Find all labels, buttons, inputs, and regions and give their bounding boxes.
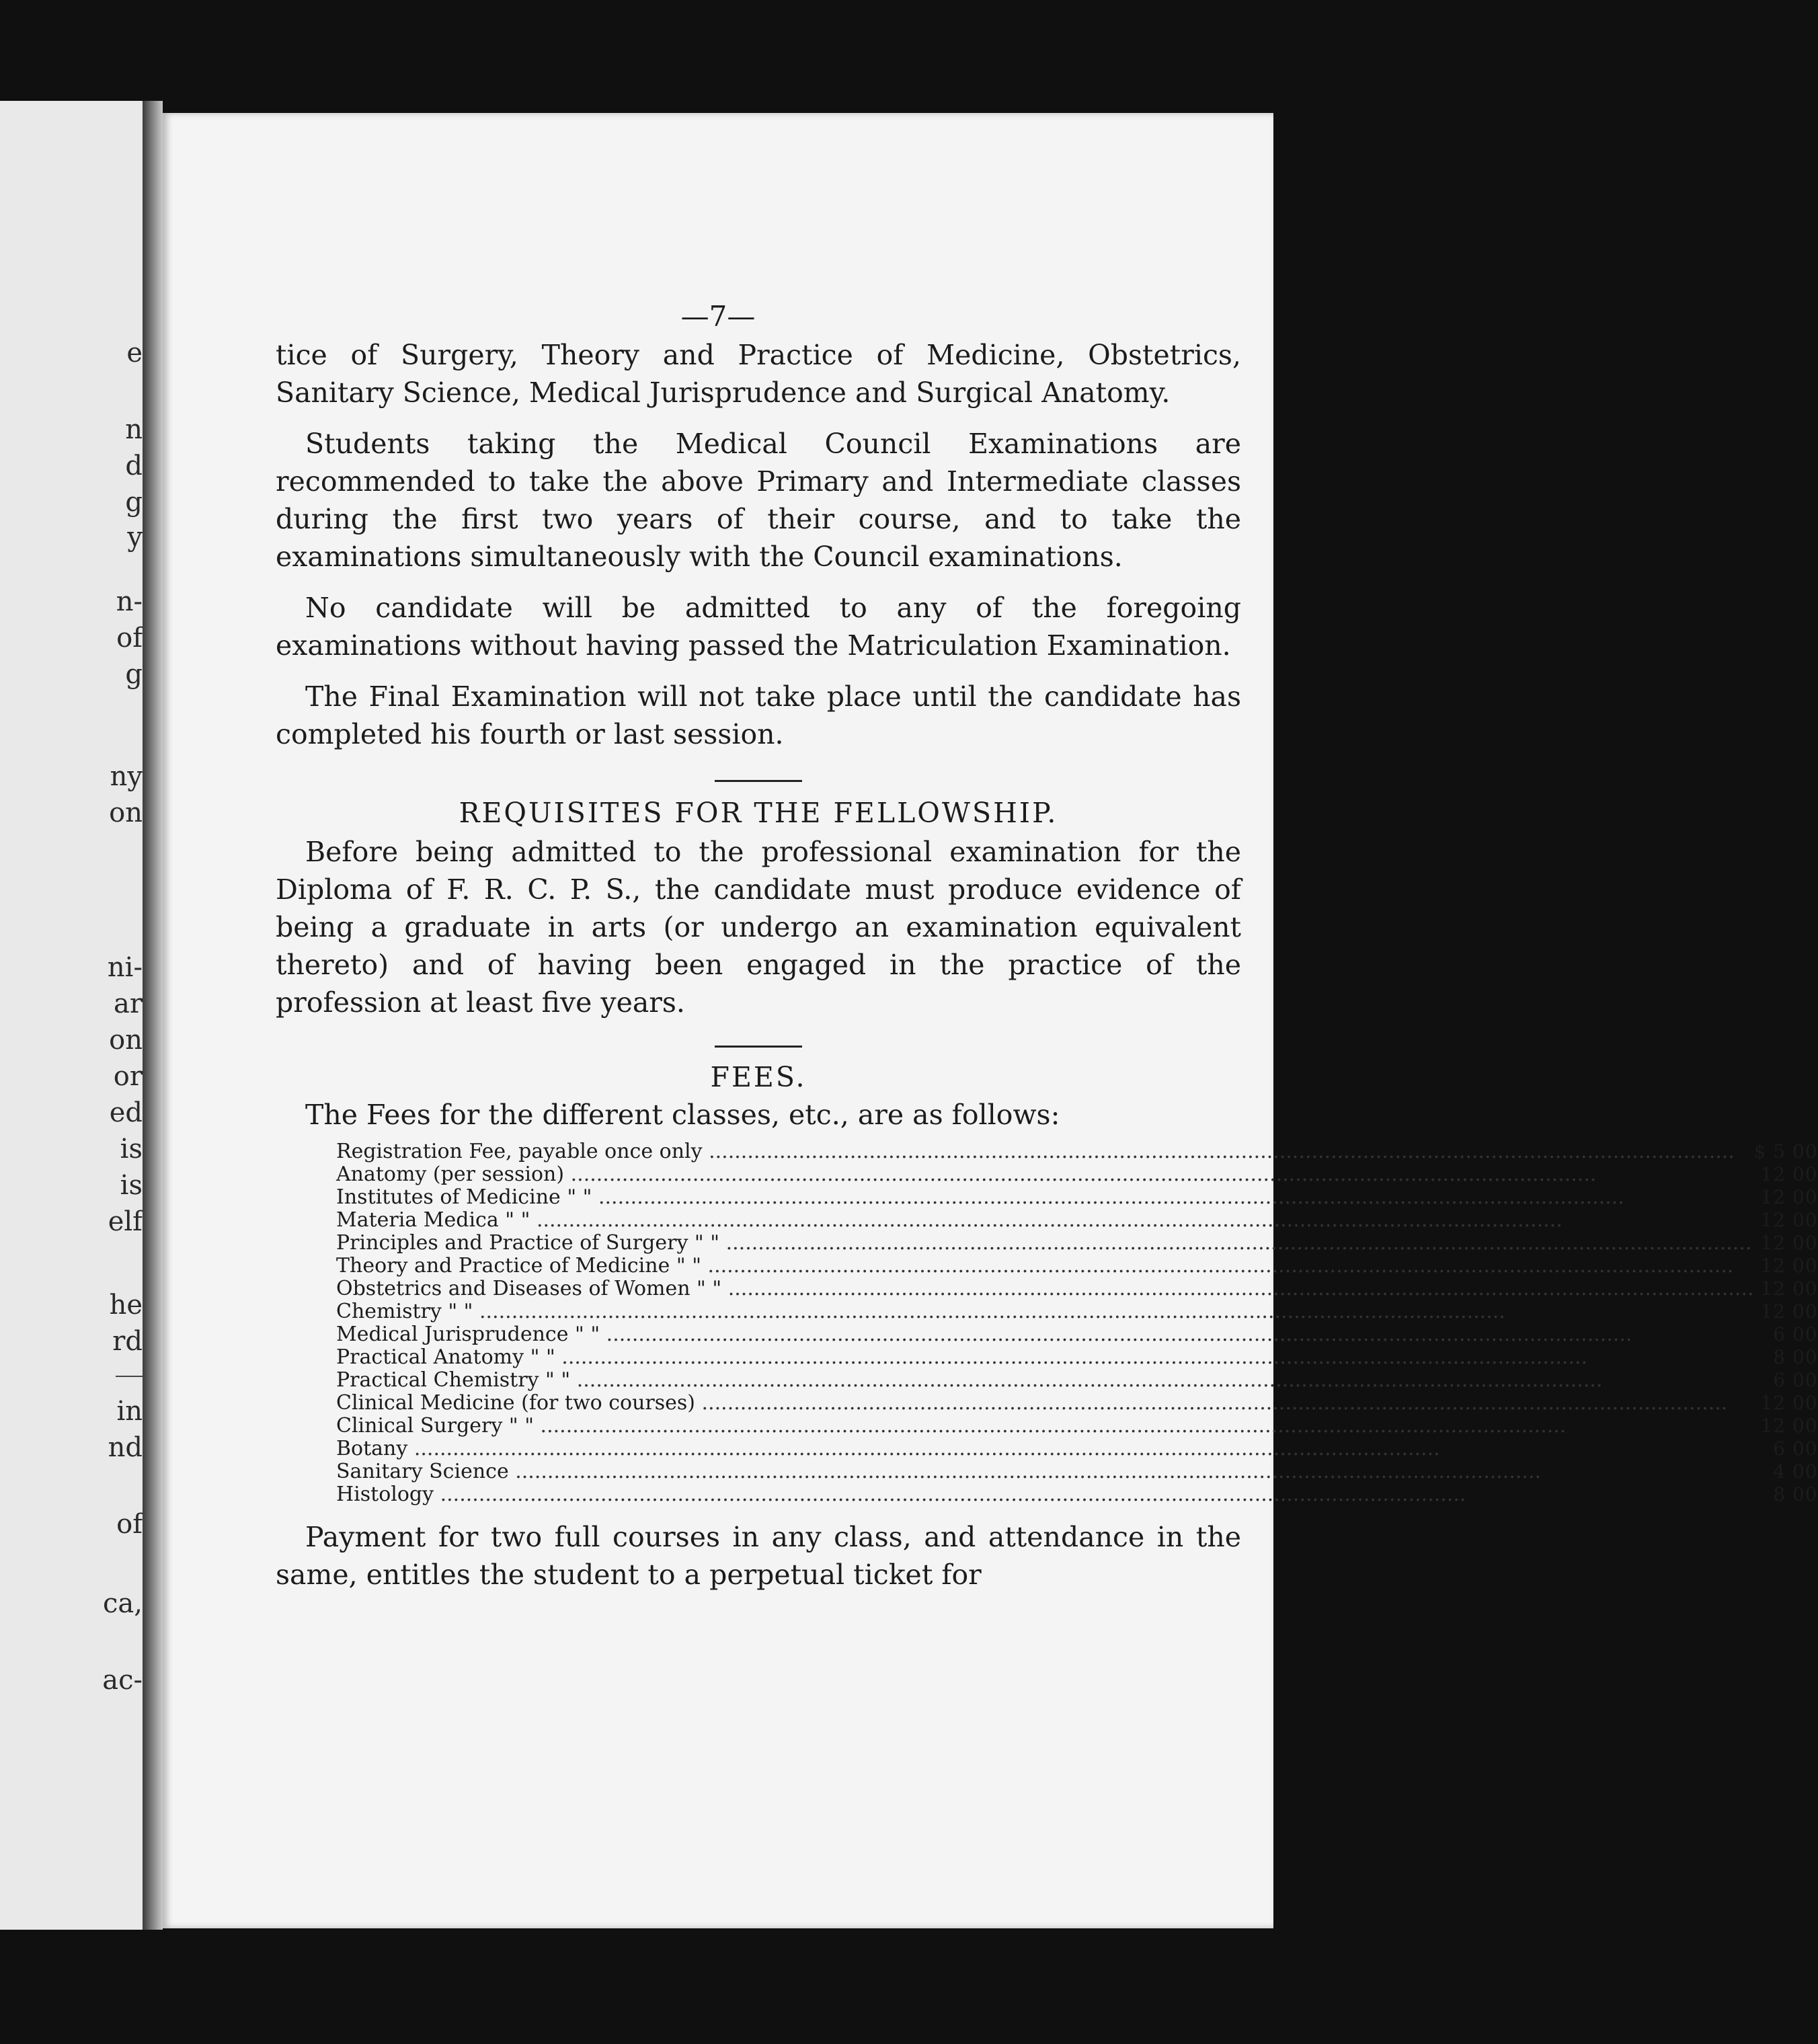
fees-closing: Payment for two full courses in any class, and attendance in the same, entitles the student to a perpetual ticket for xyxy=(276,1521,1241,1591)
fee-label: Histology ..... xyxy=(336,1483,1754,1506)
fee-row xyxy=(336,1323,1818,1346)
fee-amount: 12 00 xyxy=(1760,1163,1818,1185)
left-fragment: or xyxy=(113,1061,143,1092)
fee-amount: 12 00 xyxy=(1760,1232,1818,1254)
fee-row xyxy=(336,1209,1818,1232)
fee-row xyxy=(336,1460,1818,1483)
fee-label: Principles and Practice of Surgery " " ..... xyxy=(336,1232,1754,1255)
fee-row xyxy=(336,1255,1818,1278)
fee-amount: 12 00 xyxy=(1760,1278,1818,1300)
section-divider xyxy=(715,780,802,782)
fee-amount: 12 00 xyxy=(1760,1300,1818,1323)
fee-row xyxy=(336,1186,1818,1209)
left-fragment: he xyxy=(109,1290,143,1321)
fee-row xyxy=(336,1300,1818,1323)
fees-heading: FEES. xyxy=(710,1061,807,1093)
fee-label: Anatomy (per session) ..... xyxy=(336,1163,1754,1186)
left-fragment: n- xyxy=(116,586,143,617)
paragraph-council: Students taking the Medical Council Examinations are recommended to take the above Primary and Intermediate classes during the first two years of their course, and to take the examinations simultaneously with the Council examinations. xyxy=(276,428,1241,573)
paragraph-continuation: tice of Surgery, Theory and Practice of Medicine, Obstetrics, Sanitary Science, Medical Jurisprudence and Surgical Anatomy. xyxy=(276,339,1241,409)
left-fragment: ca, xyxy=(103,1588,143,1619)
fee-amount: 6 00 xyxy=(1773,1438,1818,1460)
fee-row xyxy=(336,1415,1818,1438)
main-text xyxy=(276,336,1818,1594)
fees-intro: The Fees for the different classes, etc., are as follows: xyxy=(305,1099,1060,1131)
left-fragment: g xyxy=(125,659,143,690)
left-fragment: ac- xyxy=(102,1665,143,1696)
section-divider xyxy=(715,1046,802,1048)
fellowship-heading: REQUISITES FOR THE FELLOWSHIP. xyxy=(459,797,1058,829)
left-fragment: ny xyxy=(110,761,143,792)
fee-row xyxy=(336,1438,1818,1460)
fee-label: Materia Medica " " ..... xyxy=(336,1209,1754,1232)
fee-amount: 12 00 xyxy=(1760,1392,1818,1414)
right-page xyxy=(163,113,1818,1928)
left-fragment: ar xyxy=(114,988,143,1019)
left-fragment: in xyxy=(116,1396,143,1427)
fee-label: Practical Chemistry " " ..... xyxy=(336,1369,1754,1392)
left-fragment: ni- xyxy=(107,952,143,983)
fellowship-paragraph: Before being admitted to the professional examination for the Diploma of F. R. C. P. S., the candidate must produce evidence of being a graduate in arts (or undergo an examination equivalent thereto) and of having been engaged in the practice of the profession at least five years. xyxy=(276,836,1241,1019)
fee-row xyxy=(336,1369,1818,1392)
left-page-edge xyxy=(0,101,143,1930)
fee-amount: 12 00 xyxy=(1760,1209,1818,1231)
left-fragment: is xyxy=(120,1134,143,1165)
fee-label: Obstetrics and Diseases of Women " " ..... xyxy=(336,1278,1754,1300)
fee-label: Institutes of Medicine " " ..... xyxy=(336,1186,1754,1209)
left-fragment: of xyxy=(116,1509,143,1540)
fee-amount: 6 00 xyxy=(1773,1369,1818,1391)
page-number: —7— xyxy=(680,300,756,333)
fee-amount: 12 00 xyxy=(1760,1415,1818,1437)
fee-label: Botany ..... xyxy=(336,1438,1754,1460)
fee-amount: 8 00 xyxy=(1773,1346,1818,1368)
fee-row xyxy=(336,1483,1818,1506)
fee-label: Practical Anatomy " " ..... xyxy=(336,1346,1754,1369)
fee-row xyxy=(336,1232,1818,1255)
fee-row xyxy=(336,1346,1818,1369)
left-fragment: ed xyxy=(109,1097,143,1128)
left-fragment: elf xyxy=(108,1206,143,1237)
fee-label: Medical Jurisprudence " " ..... xyxy=(336,1323,1754,1346)
left-fragment: of xyxy=(116,623,143,654)
fee-amount: 6 00 xyxy=(1773,1323,1818,1345)
fee-label: Registration Fee, payable once only ..... xyxy=(336,1140,1754,1163)
fee-label: Sanitary Science ..... xyxy=(336,1460,1754,1483)
fee-amount: 8 00 xyxy=(1773,1483,1818,1505)
left-fragment: d xyxy=(125,450,143,481)
left-fragment: on xyxy=(109,1025,143,1056)
fee-label: Theory and Practice of Medicine " " ..... xyxy=(336,1255,1754,1278)
left-fragment: g xyxy=(125,487,143,518)
left-fragment: on xyxy=(109,797,143,828)
paragraph-matriculation: No candidate will be admitted to any of the foregoing examinations without having passed the Matriculation Examination. xyxy=(276,592,1241,662)
left-fragment: e xyxy=(126,338,143,368)
fee-label: Clinical Surgery " " ..... xyxy=(336,1415,1754,1438)
fee-row xyxy=(336,1163,1818,1186)
fee-label: Chemistry " " ..... xyxy=(336,1300,1754,1323)
fee-label: Clinical Medicine (for two courses) ..... xyxy=(336,1392,1754,1415)
fee-amount: 12 00 xyxy=(1760,1186,1818,1208)
paragraph-final-exam: The Final Examination will not take place until the candidate has completed his fourth or last session. xyxy=(276,680,1241,750)
left-fragment: y xyxy=(127,522,143,553)
left-fragment: rd xyxy=(112,1326,143,1357)
fee-row xyxy=(336,1392,1818,1415)
left-rule xyxy=(116,1376,143,1377)
fee-amount: 4 00 xyxy=(1773,1460,1818,1483)
fees-table xyxy=(336,1140,1818,1506)
fee-amount: $ 5 00 xyxy=(1753,1140,1818,1163)
fee-row xyxy=(336,1278,1818,1300)
left-fragment: nd xyxy=(108,1432,143,1463)
left-fragment: n xyxy=(125,414,143,445)
fee-row xyxy=(336,1140,1818,1163)
fee-amount: 12 00 xyxy=(1760,1255,1818,1277)
book-gutter xyxy=(143,101,163,1930)
left-fragment: is xyxy=(120,1170,143,1201)
